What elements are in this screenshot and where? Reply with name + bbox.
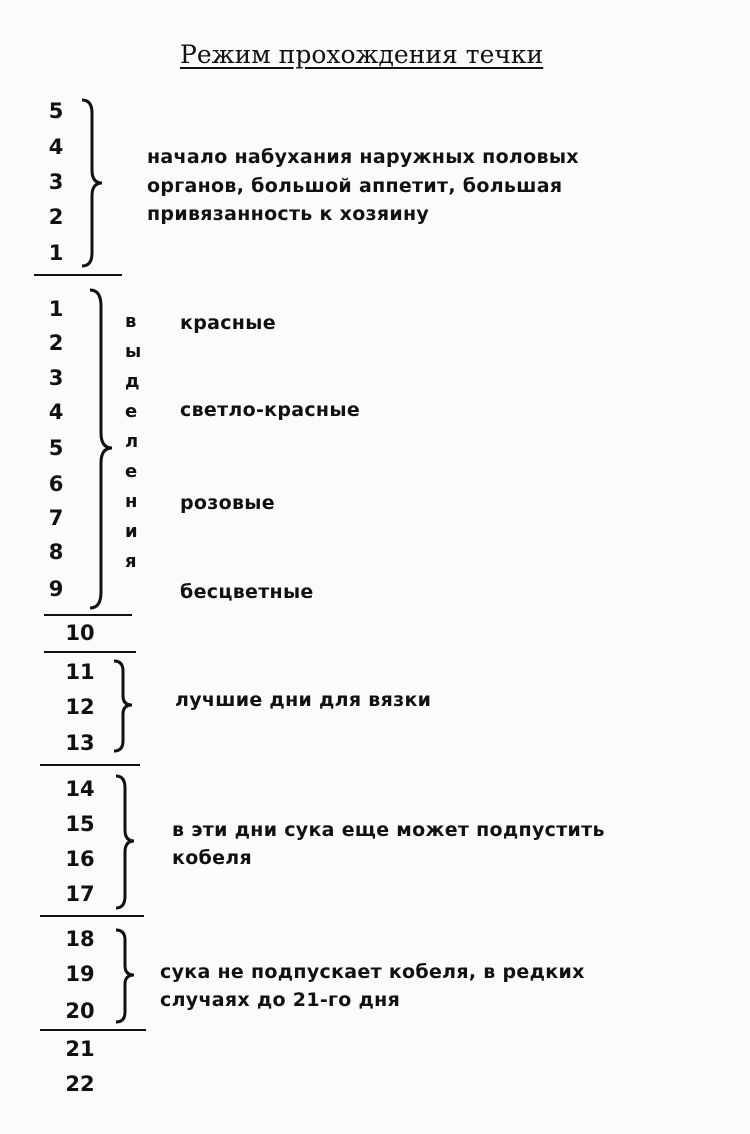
divider	[40, 1029, 146, 1031]
day-number: 17	[65, 882, 95, 906]
day-number: 5	[48, 436, 64, 460]
day-number: 6	[48, 472, 64, 496]
divider	[34, 274, 122, 276]
divider	[40, 764, 140, 766]
day-number: 18	[65, 927, 95, 951]
brace-icon	[112, 659, 134, 753]
page-title: Режим прохождения течки	[180, 40, 544, 69]
description-line: случаях до 21-го дня	[160, 989, 401, 1011]
brace-icon	[114, 928, 136, 1024]
description-line: в эти дни сука еще может подпустить	[172, 819, 605, 841]
divider	[40, 915, 144, 917]
vertical-letter: в	[125, 311, 137, 332]
vertical-letter: е	[125, 401, 138, 422]
vertical-letter: л	[125, 431, 139, 452]
description-line: привязанность к хозяину	[147, 203, 430, 225]
description-line: сука не подпускает кобеля, в редких	[160, 961, 585, 983]
day-number: 7	[48, 506, 64, 530]
day-number: 10	[65, 621, 95, 645]
vertical-letter: я	[125, 551, 137, 572]
day-number: 8	[48, 540, 64, 564]
day-number: 22	[65, 1072, 95, 1096]
day-number: 15	[65, 812, 95, 836]
vertical-letter: н	[125, 491, 138, 512]
day-number: 1	[48, 297, 64, 321]
day-number: 16	[65, 847, 95, 871]
day-number: 13	[65, 731, 95, 755]
vertical-letter: д	[125, 371, 140, 392]
discharge-color-red: красные	[180, 312, 276, 334]
day-number: 4	[48, 400, 64, 424]
day-number: 20	[65, 999, 95, 1023]
divider	[44, 614, 132, 616]
discharge-color-pink: розовые	[180, 492, 275, 514]
day-number: 3	[48, 170, 64, 194]
day-number: 3	[48, 366, 64, 390]
description-line: органов, большой аппетит, большая	[147, 175, 563, 197]
vertical-letter: и	[125, 521, 138, 542]
day-number: 2	[48, 331, 64, 355]
vertical-letter: ы	[125, 341, 142, 362]
day-number: 1	[48, 241, 64, 265]
day-number: 12	[65, 695, 95, 719]
brace-icon	[80, 98, 104, 268]
day-number: 14	[65, 777, 95, 801]
description-line: кобеля	[172, 847, 253, 869]
day-number: 9	[48, 577, 64, 601]
day-number: 4	[48, 135, 64, 159]
day-number: 11	[65, 660, 95, 684]
brace-icon	[114, 774, 136, 910]
day-number: 21	[65, 1037, 95, 1061]
day-number: 2	[48, 205, 64, 229]
description-line: лучшие дни для вязки	[175, 689, 432, 711]
discharge-color-colorless: бесцветные	[180, 581, 314, 603]
description-line: начало набухания наружных половых	[147, 146, 579, 168]
discharge-color-light-red: светло-красные	[180, 399, 361, 421]
vertical-letter: е	[125, 461, 138, 482]
divider	[44, 651, 136, 653]
day-number: 5	[48, 99, 64, 123]
brace-icon	[88, 288, 114, 610]
day-number: 19	[65, 962, 95, 986]
